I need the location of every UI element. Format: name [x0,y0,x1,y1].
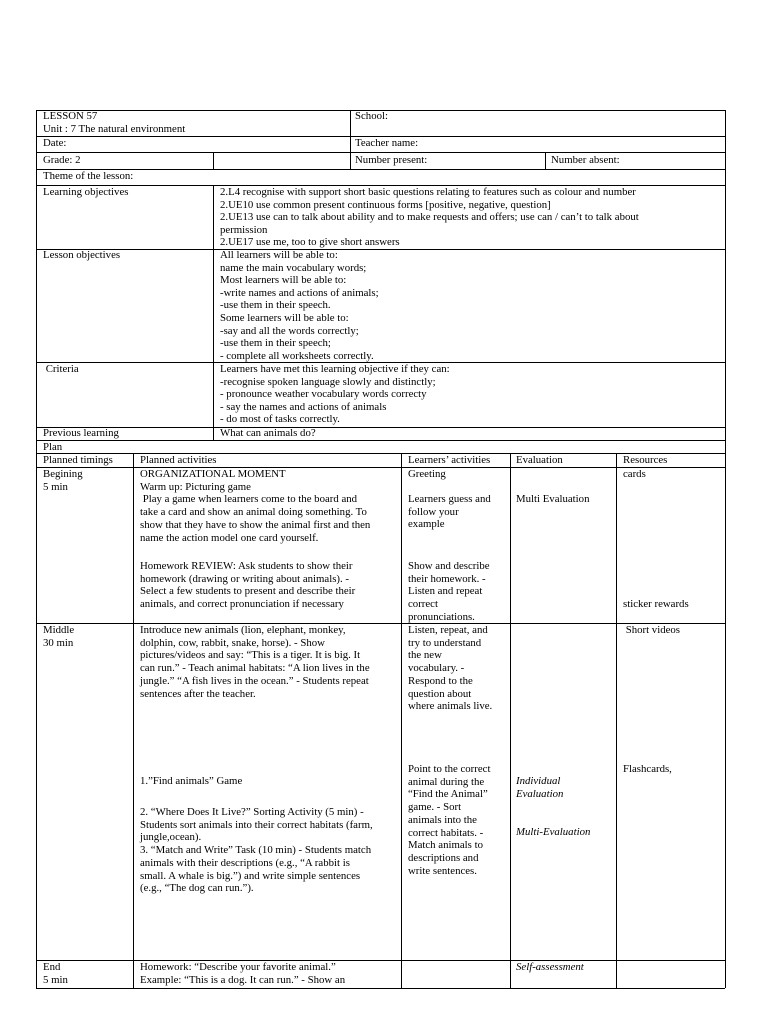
column-header-activities: Planned activities [140,454,217,466]
beginning-evaluation: Multi Evaluation [516,493,590,505]
end-duration: 5 min [43,974,68,986]
previous-learning-value: What can animals do? [220,427,316,439]
grade-label: Grade: 2 [43,154,81,166]
middle-individual-evaluation-line2: Evaluation [516,788,564,800]
end-timing: End [43,961,61,973]
middle-multi-evaluation: Multi-Evaluation [516,826,591,838]
learning-objectives-label: Learning objectives [43,186,129,198]
number-absent-label: Number absent: [551,154,620,166]
column-header-evaluation: Evaluation [516,454,563,466]
criteria-label: Criteria [43,363,79,375]
middle-individual-evaluation: Individual [516,775,561,787]
beginning-timing: Begining [43,468,83,480]
middle-resource-videos: Short videos [623,624,680,636]
beginning-duration: 5 min [43,481,68,493]
end-homework: Homework: “Describe your favorite animal.” [140,961,336,973]
column-header-resources: Resources [623,454,668,466]
beginning-resource-stickers: sticker rewards [623,598,689,610]
school-label: School: [355,110,388,122]
lesson-number: LESSON 57 [43,110,98,122]
plan-label: Plan [43,441,63,453]
previous-learning-label: Previous learning [43,427,119,439]
beginning-resource-cards: cards [623,468,646,480]
middle-timing: Middle [43,624,75,636]
end-example: Example: “This is a dog. It can run.” - Show an [140,974,346,986]
column-header-timings: Planned timings [43,454,113,466]
end-evaluation: Self-assessment [516,961,584,973]
middle-resource-flashcards: Flashcards, [623,763,672,775]
date-label: Date: [43,137,67,149]
lesson-plan-page: LESSON 57 Unit : 7 The natural environment School: Date: Teacher name: Grade: 2 Number present: Number absent: Theme of the lesson: Learning objectives 2.L4 recognise with support short basic questions relating to features such as colour and number 2.UE10 use common present continuous forms [positive, negative, question] 2.UE13 use can to talk about ability and to make requests and offers; use can / can’t to talk about permission 2.UE17 use me, too to give short answers Lesson objectives All learners will be able to: name the main vocabulary words; Most learners will be able to: -write names and actions of animals; -use them in their speech. Some learners will be able to: -say and all the words correctly; -use them in their speech; - complete all worksheets correctly. Criteria Learners have met this learning objective if they can: -recognise spoken language slowly and distinctly; - pronounce weather vocabulary words correcty - say the names and actions of animals - do most of tasks correctly. Previous learning What can animals do? Plan Planned timings Planned activities Learners’ activities Evaluation Resources Begining 5 min ORGANIZATIONAL MOMENT Warm up: Picturing game Play a game when learners come to the board and take a card and show an animal doing something. To show that they have to show the animal first and then name the action model one card yourself. Homework REVIEW: Ask students to show their homework (drawing or writing about animals). - Select a few students to present and describe their animals, and correct pronunciation if necessary Greeting Learners guess and follow your example Show and describe their homework. - Listen and repeat correct pronunciations. Multi Evaluation cards sticker rewards Middle 30 min Introduce new animals (lion, elephant, monkey, dolphin, cow, rabbit, snake, horse). - Show pictures/videos and say: “This is a tiger. It is big. It can run.” - Teach animal habitats: “A lion lives in the jungle.” “A fish lives in the ocean.” - Students repeat sentences after the teacher. 1.”Find animals” Game 2. “Where Does It Live?” Sorting Activity (5 min) - Students sort animals into their correct habitats (farm, jungle,ocean). 3. “Match and Write” Task (10 min) - Students match animals with their descriptions (e.g., “A rabbit is small. A whale is big.”) and write simple sentences (e.g., “The dog can run.”). Listen, repeat, and try to understand the new vocabulary. - Respond to the question about where animals live. Point to the correct animal during the “Find the Animal” game. - Sort animals into the correct habitats. - Match animals to descriptions and write sentences. Individual Evaluation Multi-Evaluation Short videos Flashcards, End 5 min Homework: “Describe your favorite animal.” Example: “This is a dog. It can run.” - Show an Self-assessment [0,0,768,1024]
column-header-learners: Learners’ activities [408,454,491,466]
middle-duration: 30 min [43,637,74,649]
find-animals-game: 1.”Find animals” Game [140,775,243,787]
theme-label: Theme of the lesson: [43,170,134,182]
lesson-objectives-label: Lesson objectives [43,249,121,261]
number-present-label: Number present: [355,154,428,166]
unit-title: Unit : 7 The natural environment [43,123,186,135]
teacher-name-label: Teacher name: [355,137,419,149]
